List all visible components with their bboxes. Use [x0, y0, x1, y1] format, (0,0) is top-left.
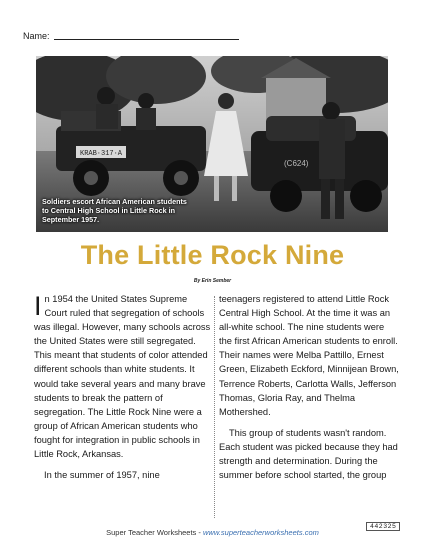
footer-label: Super Teacher Worksheets -: [106, 528, 203, 537]
paragraph-2: In the summer of 1957, nine: [44, 470, 160, 481]
name-field: [23, 31, 239, 41]
footer-url-link[interactable]: www.superteacherworksheets.com: [202, 528, 319, 537]
photo-caption: Soldiers escort African American students to Central High School in Little Rock in September 1957.: [42, 197, 187, 224]
paragraph-3: teenagers registered to attend Little Rock Central High School. At the time it was an all-white school. The nine students were the first African American students to enroll. Their names were Melba Pattillo, Ernest Green, Elizabeth Eckford, Minnijean Brown, Terrence Roberts, Carlotta Walls, Jefferson Thomas, Gloria Ray, and Thelma Mothershed.: [219, 294, 399, 417]
column-divider: [214, 296, 215, 518]
page-footer: [0, 528, 425, 537]
article-column-right: [219, 292, 399, 482]
paragraph-1-text: n 1954 the United States Supreme Court ruled that segregation of schools was illegal. However, many schools across the United States were still segregated. This meant that students of color attended different schools than white students. It would take several years and many brave students to break the pattern of segregation. The Little Rock Nine were a group of African American students who fought for integration in public schools in Little Rock, Arkansas.: [34, 294, 211, 460]
paragraph-4: This group of students wasn't random. Each student was picked because they had strength and determination. During the summer before school started, the group: [219, 427, 398, 481]
historical-photo: [36, 56, 388, 232]
article-column-left: [34, 292, 212, 482]
name-label: Name:: [23, 31, 50, 41]
article-title: The Little Rock Nine: [80, 240, 345, 270]
drop-cap: I: [34, 291, 42, 321]
plate-text: (C624): [284, 159, 309, 168]
svg-text:KRAB·317·A: KRAB·317·A: [80, 150, 123, 158]
paragraph-1: [34, 292, 212, 461]
worksheet-code: 442325: [366, 522, 400, 531]
name-underline: [54, 39, 239, 40]
article-byline: By Erin Sember: [193, 278, 232, 284]
